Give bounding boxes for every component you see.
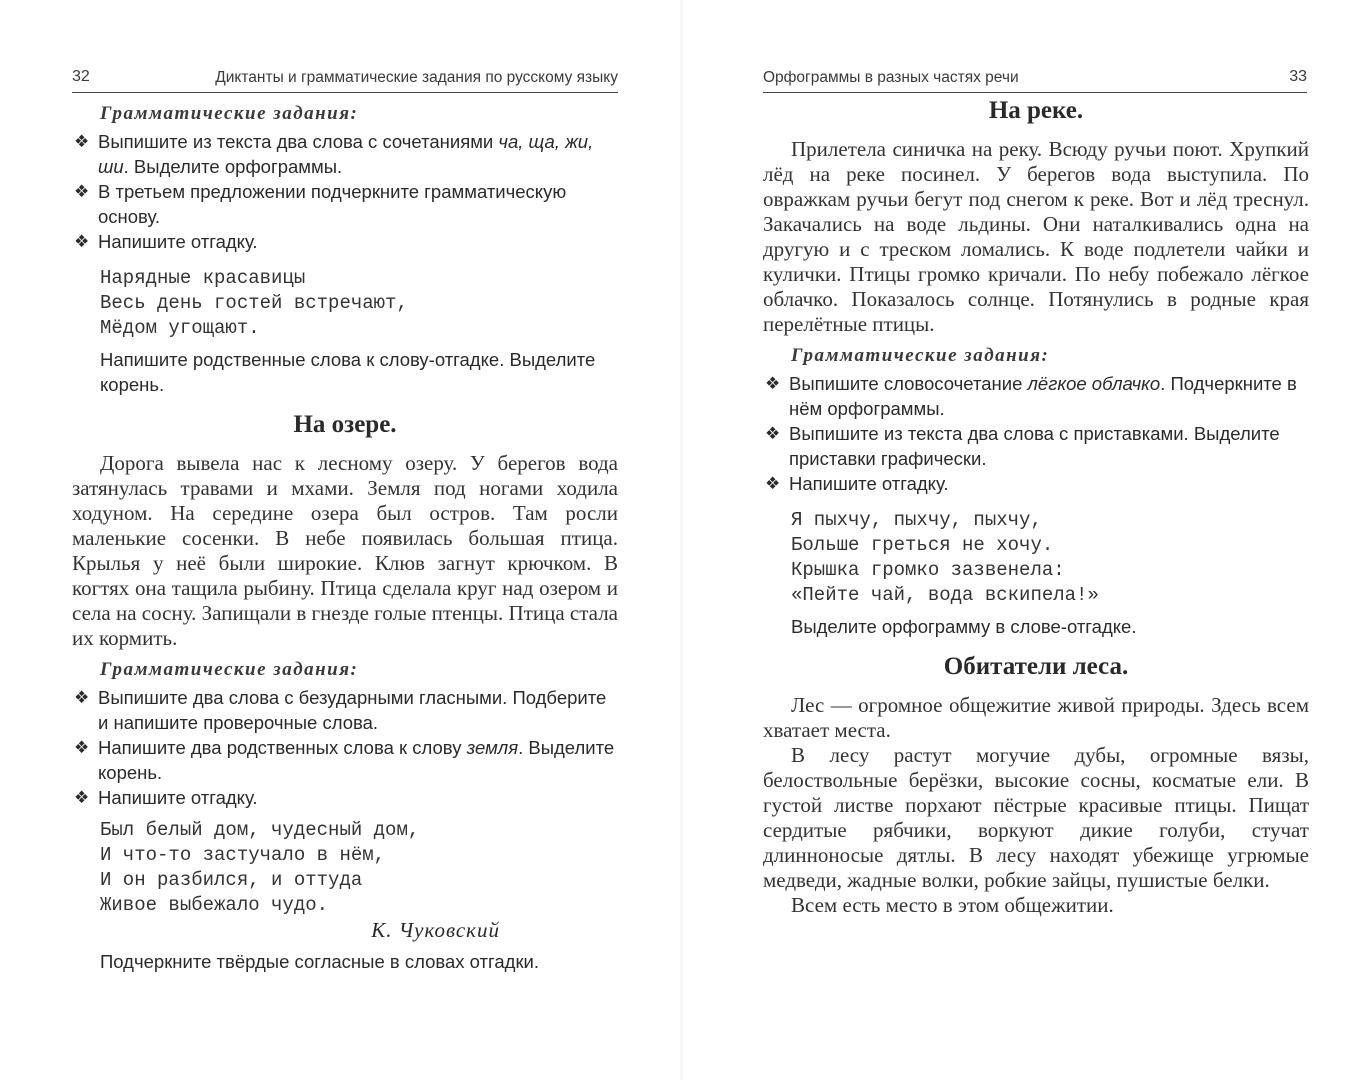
dictation-paragraph: Лес — огромное общежитие живой природы. Здесь всем хватает места. <box>763 693 1309 742</box>
task-item <box>72 229 618 254</box>
task-text-after: . Подчеркните в нём орфограммы. <box>789 373 1297 419</box>
task-text: Выпишите из текста два слова с приставками. Выделите приставки графически. <box>789 423 1280 469</box>
dictation-title: Обитатели леса. <box>943 653 1129 680</box>
right-page <box>683 0 1363 1080</box>
task-text-after: . Выделите корень. <box>98 737 615 783</box>
diamond-bullet-icon: ❖ <box>74 182 90 201</box>
verse-line: Я пыхчу, пыхчу, пыхчу, <box>791 509 1042 531</box>
task-italic: ча, ща, жи, ши <box>98 131 594 177</box>
task-list <box>72 129 618 254</box>
riddle-verse <box>100 266 618 341</box>
task-item <box>763 421 1309 471</box>
dictation-title: На озере. <box>293 411 397 438</box>
task-text-after: . Выделите орфограммы. <box>123 156 343 177</box>
task-text: Выпишите два слова с безударными гласными. Подберите и напишите проверочные слова. <box>98 687 607 733</box>
diamond-bullet-icon: ❖ <box>74 688 90 707</box>
verse-line: Был белый дом, чудесный дом, <box>100 819 420 841</box>
task-note: Выделите орфограмму в слове-отгадке. <box>791 616 1137 637</box>
task-text: Напишите отгадку. <box>789 473 949 494</box>
grammar-tasks-heading: Грамматические задания: <box>791 345 1050 366</box>
task-italic: лёгкое облачко <box>1027 373 1161 394</box>
task-text: Напишите отгадку. <box>98 231 258 252</box>
dictation-text: Дорога вывела нас к лесному озеру. У берегов вода затянулась травами и мхами. Земля под ногами ходила ходуном. На середине озера был остров. Там росли маленькие сосенки. В небе появилась большая птица. Крылья у неё были широкие. Клюв загнут крючком. В когтях она тащила рыбину. Птица сделала круг над озером и села на сосну. Запищали в гнезде голые птенцы. Птица стала их кормить. <box>72 451 618 650</box>
task-item <box>763 371 1309 421</box>
task-text: Напишите отгадку. <box>98 787 258 808</box>
task-item <box>72 685 618 735</box>
task-item <box>763 471 1309 496</box>
dictation-text: Прилетела синичка на реку. Всюду ручьи поют. Хрупкий лёд на реке посинел. У берегов вода выступила. По овражкам ручьи бегут под снегом к реке. Вот и лёд треснул. Закачались на воде льдины. Они наталкивались одна на другую и с треском ломались. К воде подлетели чайки и кулички. Птицы громко кричали. По небу побежало лёгкое облачко. Показалось солнце. Потянулись в родные края перелётные птицы. <box>763 137 1309 336</box>
riddle-verse <box>791 508 1309 608</box>
dictation-paragraph: В лесу растут могучие дубы, огромные вязы, белоствольные берёзки, высокие сосны, косматые ели. В густой листве порхают пёстрые красивые птицы. Пищат сердитые рябчики, воркуют дикие голуби, стучат длинноносые дятлы. В лесу находят убежище угрюмые медведи, жадные волки, робкие зайцы, пушистые белки. <box>763 743 1309 892</box>
page-number: 33 <box>1289 68 1307 85</box>
task-item <box>72 129 618 179</box>
dictation-paragraph: Всем есть место в этом общежитии. <box>791 893 1114 917</box>
verse-line: И что-то застучало в нём, <box>100 844 386 866</box>
grammar-tasks-heading: Грамматические задания: <box>100 103 359 124</box>
verse-line: Живое выбежало чудо. <box>100 894 329 916</box>
verse-line: Весь день гостей встречают, <box>100 292 408 314</box>
riddle-author: К. Чуковский <box>371 918 500 942</box>
riddle-verse <box>100 818 618 918</box>
page-number: 32 <box>72 68 90 85</box>
running-title: Орфограммы в разных частях речи <box>763 69 1019 86</box>
dictation-title: На реке. <box>988 97 1084 124</box>
task-item <box>72 785 618 810</box>
verse-line: Крышка громко зазвенела: <box>791 559 1065 581</box>
task-text: В третьем предложении подчеркните грамматическую основу. <box>98 181 567 227</box>
task-list <box>72 685 618 810</box>
verse-line: И он разбился, и оттуда <box>100 869 363 891</box>
running-header <box>763 66 1307 93</box>
task-item <box>72 179 618 229</box>
running-title: Диктанты и грамматические задания по русскому языку <box>215 69 618 86</box>
running-header <box>72 66 618 93</box>
diamond-bullet-icon: ❖ <box>74 788 90 807</box>
left-page <box>0 0 680 1080</box>
task-text: Выпишите из текста два слова с сочетаниями <box>98 131 499 152</box>
task-text: Выпишите словосочетание <box>789 373 1028 394</box>
page-content <box>72 97 618 974</box>
verse-line: «Пейте чай, вода вскипела!» <box>791 584 1099 606</box>
verse-line: Больше греться не хочу. <box>791 534 1054 556</box>
diamond-bullet-icon: ❖ <box>74 738 90 757</box>
diamond-bullet-icon: ❖ <box>765 424 781 443</box>
diamond-bullet-icon: ❖ <box>765 374 781 393</box>
diamond-bullet-icon: ❖ <box>765 474 781 493</box>
task-note: Подчеркните твёрдые согласные в словах отгадки. <box>100 951 540 972</box>
diamond-bullet-icon: ❖ <box>74 232 90 251</box>
task-text: Напишите два родственных слова к слову <box>98 737 467 758</box>
grammar-tasks-heading: Грамматические задания: <box>100 659 359 680</box>
task-italic: земля <box>466 737 519 758</box>
task-note: Напишите родственные слова к слову-отгадке. Выделите корень. <box>100 349 596 395</box>
verse-line: Нарядные красавицы <box>100 267 306 289</box>
task-item <box>72 735 618 785</box>
diamond-bullet-icon: ❖ <box>74 132 90 151</box>
verse-line: Мёдом угощают. <box>100 317 260 339</box>
task-list <box>763 371 1309 496</box>
page-content <box>763 97 1309 918</box>
